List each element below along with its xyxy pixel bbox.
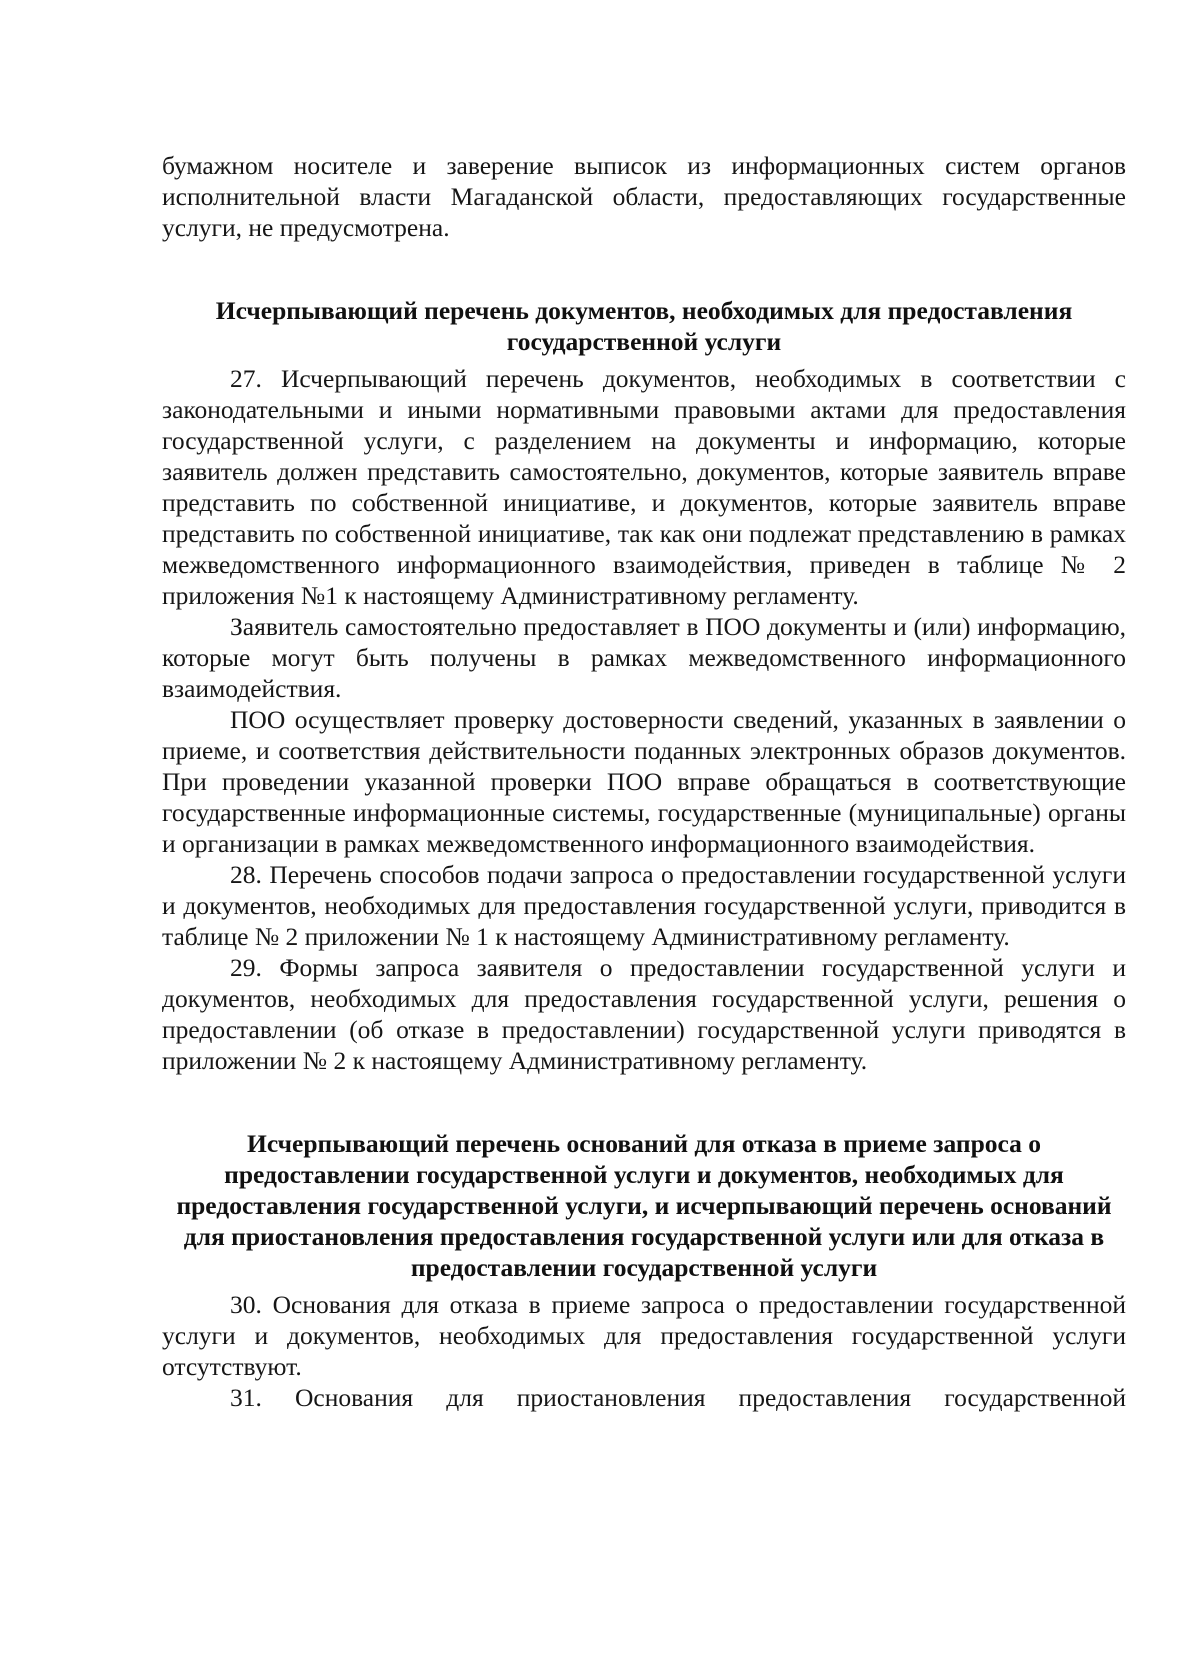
paragraph-28: 28. Перечень способов подачи запроса о предоставлении государственной услуги и документов, необходимых для предоставления государственной услуги, приводится в таблице № 2 приложении № 1 к настоящему Административному регламенту. <box>162 860 1126 951</box>
section-heading-refusal-grounds: Исчерпывающий перечень оснований для отказа в приеме запроса о предоставлении государственной услуги и документов, необходимых для предоставления государственной услуги, и исчерпывающий перечень оснований для приостановления предоставления государственной услуги или для отказа в предоставлении государственной услуги <box>176 1129 1112 1282</box>
paragraph-30: 30. Основания для отказа в приеме запроса о предоставлении государственной услуги и документов, необходимых для предоставления государственной услуги отсутствуют. <box>162 1290 1126 1381</box>
section-heading-documents-list: Исчерпывающий перечень документов, необходимых для предоставления государственной услуги <box>215 296 1073 356</box>
document-body <box>162 150 1126 1413</box>
paragraph-poo-verification: ПОО осуществляет проверку достоверности сведений, указанных в заявлении о приеме, и соответствия действительности поданных электронных образов документов. При проведении указанной проверки ПОО вправе обращаться в соответствующие государственные информационные системы, государственные (муниципальные) органы и организации в рамках межведомственного информационного взаимодействия. <box>162 705 1126 858</box>
intro-paragraph: бумажном носителе и заверение выписок из информационных систем органов исполнительной власти Магаданской области, предоставляющих государственные услуги, не предусмотрена. <box>162 151 1126 242</box>
paragraph-applicant-provides: Заявитель самостоятельно предоставляет в ПОО документы и (или) информацию, которые могут быть получены в рамках межведомственного информационного взаимодействия. <box>162 612 1126 703</box>
paragraph-29: 29. Формы запроса заявителя о предоставлении государственной услуги и документов, необходимых для предоставления государственной услуги, решения о предоставлении (об отказе в предоставлении) государственной услуги приводятся в приложении № 2 к настоящему Административному регламенту. <box>162 953 1126 1075</box>
paragraph-27: 27. Исчерпывающий перечень документов, необходимых в соответствии с законодательными и иными нормативными правовыми актами для предоставления государственной услуги, с разделением на документы и информацию, которые заявитель должен представить самостоятельно, документов, которые заявитель вправе представить по собственной инициативе, и документов, которые заявитель вправе представить по собственной инициативе, так как они подлежат представлению в рамках межведомственного информационного взаимодействия, приведен в таблице № 2 приложения №1 к настоящему Административному регламенту. <box>162 364 1126 610</box>
paragraph-31: 31. Основания для приостановления предоставления государственной <box>230 1383 1126 1412</box>
